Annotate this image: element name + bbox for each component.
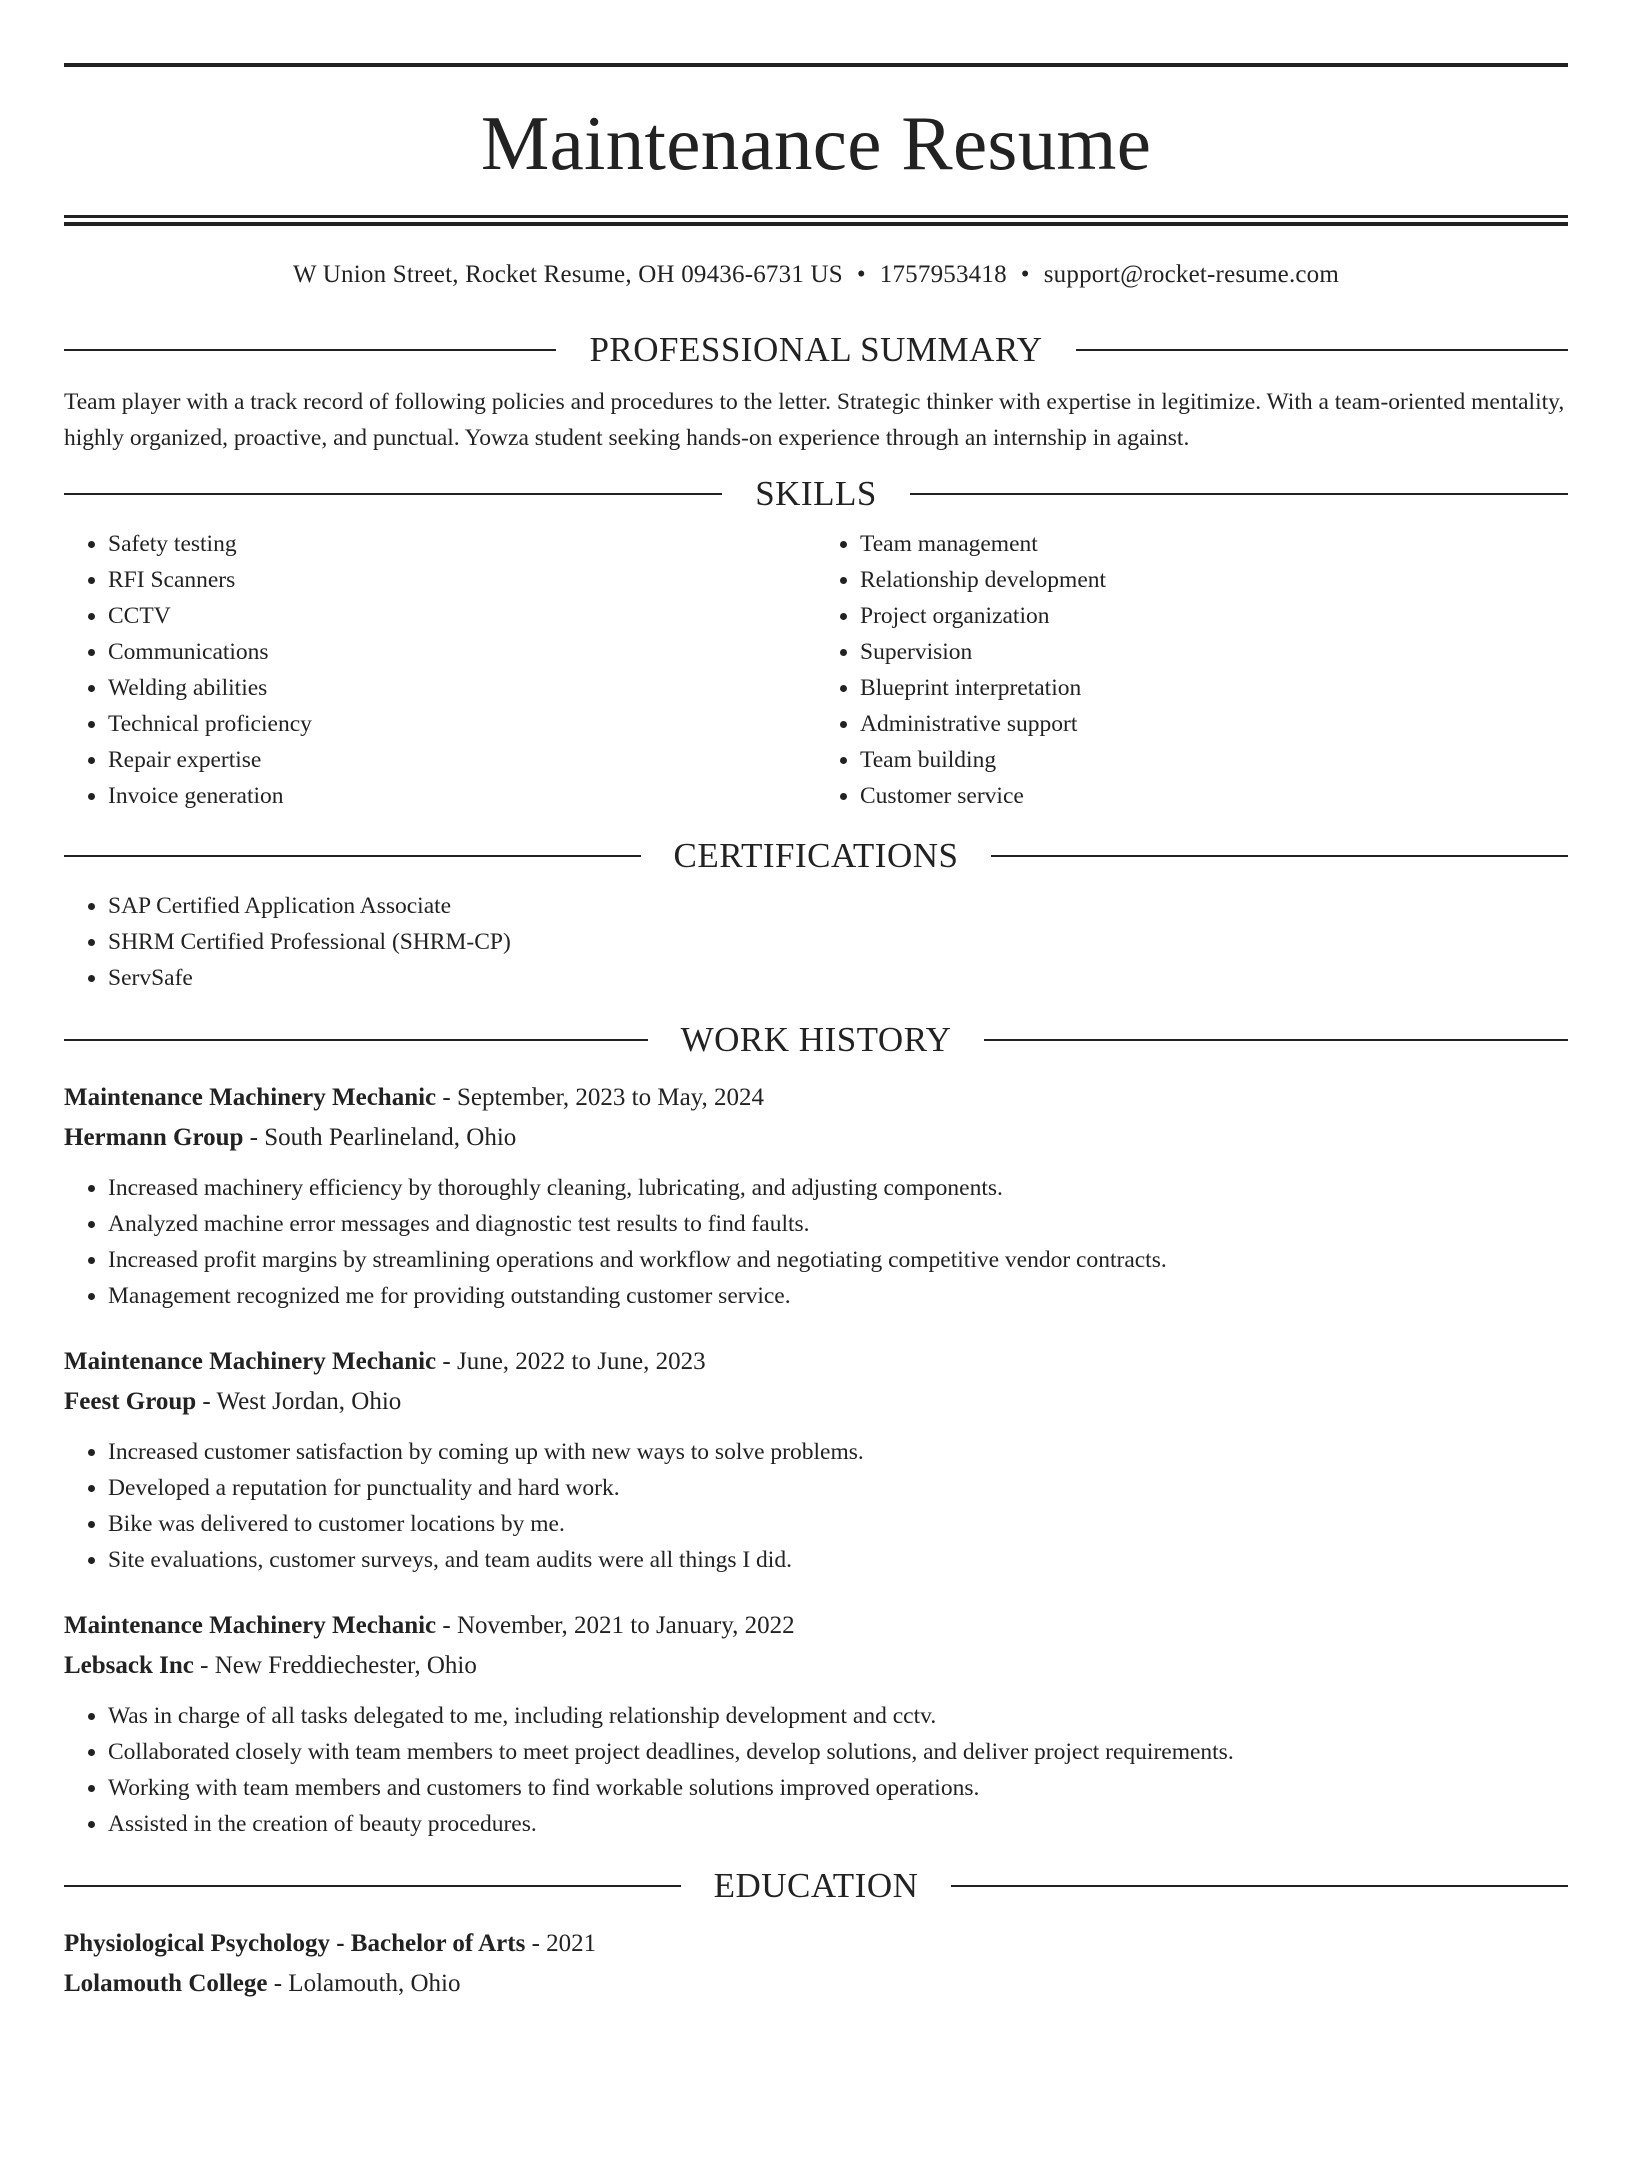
contact-email: support@rocket-resume.com [1043, 261, 1340, 288]
job-entry [64, 1342, 1568, 1578]
education-school: Lolamouth College [64, 1970, 268, 1997]
education-heading-label: EDUCATION [713, 1866, 919, 1905]
job-company-line [64, 1118, 1568, 1158]
job-company: Hermann Group [64, 1124, 244, 1151]
skill-item: • Communications [108, 634, 816, 670]
job-bullets [64, 1698, 1568, 1842]
divider-line [64, 349, 556, 351]
skills-heading [64, 472, 1568, 516]
skill-item: • Relationship development [860, 562, 1568, 598]
certification-item: • ServSafe [108, 960, 1568, 996]
job-entry [64, 1078, 1568, 1314]
skill-item: • Repair expertise [108, 742, 816, 778]
education-school-line [64, 1964, 1568, 2004]
job-company-line [64, 1646, 1568, 1686]
certifications-heading [64, 834, 1568, 878]
job-bullet: • Was in charge of all tasks delegated to me, including relationship development and cctv. [108, 1698, 1568, 1734]
top-rule [64, 63, 1568, 67]
skill-item: • Safety testing [108, 526, 816, 562]
job-dates: - November, 2021 to January, 2022 [436, 1612, 795, 1639]
summary-heading-label: PROFESSIONAL SUMMARY [589, 330, 1043, 369]
contact-phone: 1757953418 [879, 261, 1007, 288]
skill-item: • Administrative support [860, 706, 1568, 742]
job-bullet: • Site evaluations, customer surveys, and team audits were all things I did. [108, 1542, 1568, 1578]
skill-item: • Supervision [860, 634, 1568, 670]
job-title-line [64, 1606, 1568, 1646]
skill-item: • Customer service [860, 778, 1568, 814]
skill-item: • RFI Scanners [108, 562, 816, 598]
certification-item: • SHRM Certified Professional (SHRM-CP) [108, 924, 1568, 960]
skills-heading-label: SKILLS [755, 474, 877, 513]
skill-item: • Invoice generation [108, 778, 816, 814]
skills-column-right [816, 526, 1568, 814]
skill-item: • Team building [860, 742, 1568, 778]
job-company: Lebsack Inc [64, 1652, 194, 1679]
contact-separator: • [1020, 261, 1030, 288]
job-title: Maintenance Machinery Mechanic [64, 1348, 437, 1375]
certifications-list [64, 888, 1568, 996]
job-title-line [64, 1078, 1568, 1118]
job-dates: - June, 2022 to June, 2023 [436, 1348, 706, 1375]
job-company: Feest Group [64, 1388, 197, 1415]
divider-line [910, 493, 1568, 495]
education-degree: Physiological Psychology - Bachelor of Arts [64, 1930, 526, 1957]
skill-item: • Project organization [860, 598, 1568, 634]
job-company-line [64, 1382, 1568, 1422]
job-bullet: • Increased customer satisfaction by coming up with new ways to solve problems. [108, 1434, 1568, 1470]
education-year: - 2021 [525, 1930, 597, 1957]
job-location: - New Freddiechester, Ohio [193, 1652, 477, 1679]
skill-item: • Team management [860, 526, 1568, 562]
skills-column-left [64, 526, 816, 814]
contact-separator: • [856, 261, 866, 288]
divider-line [64, 1039, 648, 1041]
summary-text: Team player with a track record of following policies and procedures to the letter. Strategic thinker with expertise in legitimize. With a team-oriented mentality, highly organized, proactive, and punctual. Yowza student seeking hands-on experience through an internship in against. [64, 389, 1565, 451]
job-location: - West Jordan, Ohio [196, 1388, 402, 1415]
certifications-heading-label: CERTIFICATIONS [673, 836, 959, 875]
job-location: - South Pearlineland, Ohio [243, 1124, 517, 1151]
skill-item: • Blueprint interpretation [860, 670, 1568, 706]
education-heading [64, 1864, 1568, 1908]
job-bullet: • Developed a reputation for punctuality and hard work. [108, 1470, 1568, 1506]
job-bullet: • Analyzed machine error messages and diagnostic test results to find faults. [108, 1206, 1568, 1242]
summary-heading [64, 328, 1568, 372]
job-bullet: • Assisted in the creation of beauty procedures. [108, 1806, 1568, 1842]
job-bullet: • Working with team members and customers to find workable solutions improved operations. [108, 1770, 1568, 1806]
divider-line [984, 1039, 1568, 1041]
divider-line [951, 1885, 1568, 1887]
work-history-heading [64, 1018, 1568, 1062]
certification-item: • SAP Certified Application Associate [108, 888, 1568, 924]
job-bullet: • Increased machinery efficiency by thoroughly cleaning, lubricating, and adjusting components. [108, 1170, 1568, 1206]
divider-line [64, 1885, 681, 1887]
divider-line [64, 493, 722, 495]
contact-line [64, 259, 1568, 291]
job-bullet: • Increased profit margins by streamlining operations and workflow and negotiating competitive vendor contracts. [108, 1242, 1568, 1278]
job-bullet: • Management recognized me for providing outstanding customer service. [108, 1278, 1568, 1314]
job-bullet: • Collaborated closely with team members to meet project deadlines, develop solutions, and deliver project requirements. [108, 1734, 1568, 1770]
job-entry [64, 1606, 1568, 1842]
contact-address: W Union Street, Rocket Resume, OH 09436-6731 US [292, 261, 843, 288]
divider-line [991, 855, 1568, 857]
job-dates: - September, 2023 to May, 2024 [436, 1084, 765, 1111]
skill-item: • Welding abilities [108, 670, 816, 706]
resume-title: Maintenance Resume [480, 100, 1152, 186]
skill-item: • CCTV [108, 598, 816, 634]
divider-line [64, 855, 641, 857]
education-degree-line [64, 1924, 1568, 1964]
job-bullets [64, 1170, 1568, 1314]
education-location: - Lolamouth, Ohio [267, 1970, 461, 1997]
job-title-line [64, 1342, 1568, 1382]
work-history-heading-label: WORK HISTORY [680, 1020, 952, 1059]
job-bullet: • Bike was delivered to customer locations by me. [108, 1506, 1568, 1542]
job-bullets [64, 1434, 1568, 1578]
job-title: Maintenance Machinery Mechanic [64, 1084, 437, 1111]
education-entry [64, 1924, 1568, 2004]
resume-page [0, 63, 1632, 2175]
skill-item: • Technical proficiency [108, 706, 816, 742]
skills-list [64, 526, 1568, 814]
job-title: Maintenance Machinery Mechanic [64, 1612, 437, 1639]
divider-line [1076, 349, 1568, 351]
title-double-rule [64, 215, 1568, 226]
